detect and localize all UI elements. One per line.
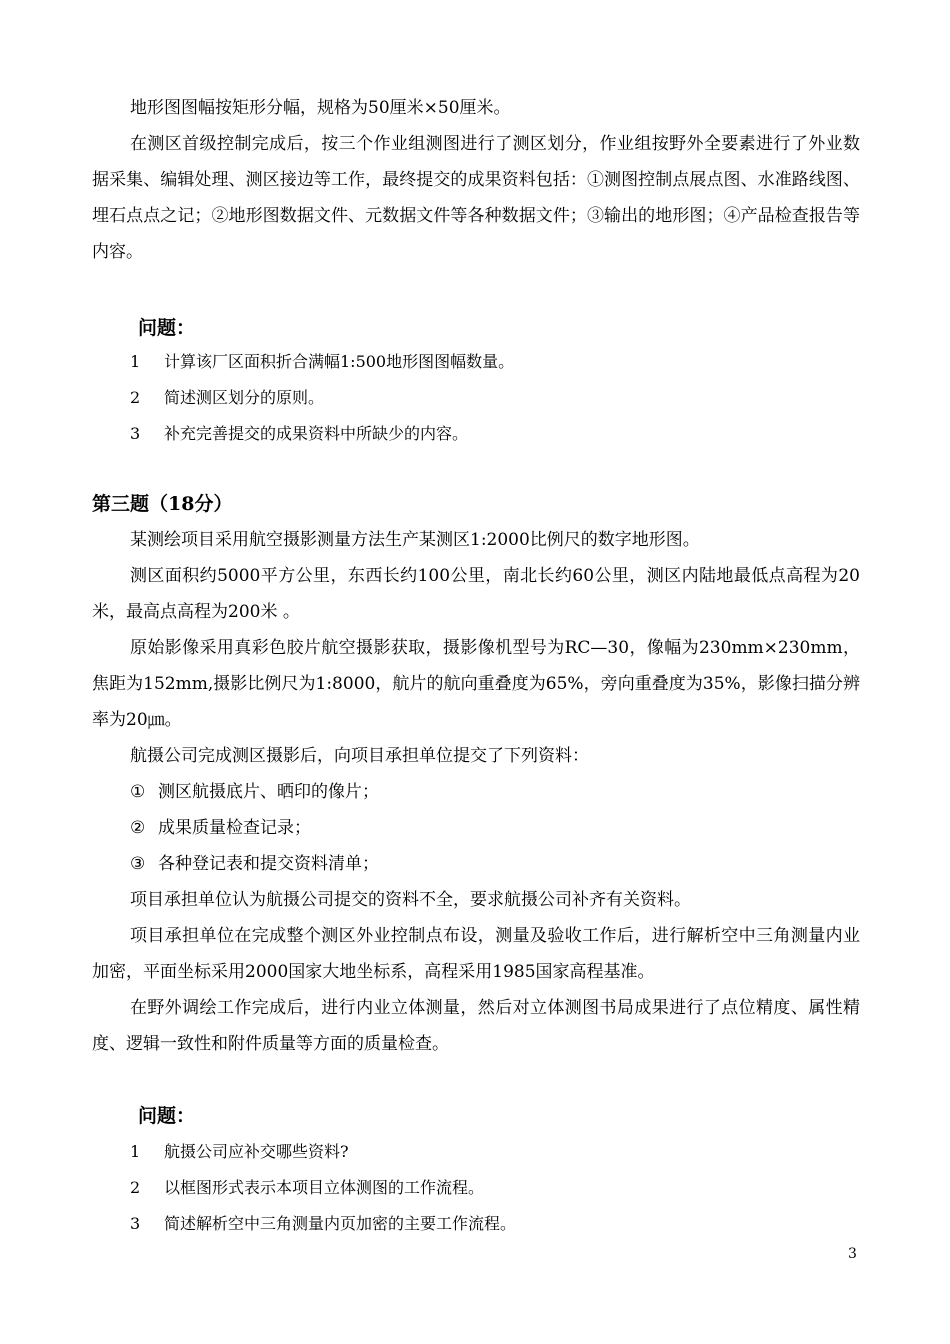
paragraph-control-aerotriangulation: 项目承担单位在完成整个测区外业控制点布设，测量及验收工作后，进行解析空中三角测量内业加密，平面坐标采用2000国家大地坐标系，高程采用1985国家高程基准。	[92, 926, 860, 982]
question-text: 补充完善提交的成果资料中所缺少的内容。	[164, 424, 469, 443]
list-text: 成果质量检查记录；	[158, 818, 311, 838]
question-text: 计算该厂区面积折合满幅1:500地形图图幅数量。	[164, 352, 515, 371]
question-text: 简述解析空中三角测量内页加密的主要工作流程。	[164, 1214, 517, 1233]
question-text: 航摄公司应补交哪些资料?	[164, 1142, 349, 1161]
question-item	[130, 344, 514, 380]
paragraph-incomplete-materials: 项目承担单位认为航摄公司提交的资料不全，要求航摄公司补齐有关资料。	[130, 890, 691, 910]
list-marker: ②	[130, 818, 146, 838]
list-marker: ①	[130, 782, 146, 802]
list-item	[130, 846, 379, 882]
paragraph-sheet-spec: 地形图图幅按矩形分幅，规格为50厘米×50厘米。	[130, 98, 511, 118]
list-item	[130, 774, 379, 810]
paragraph-survey-area: 测区面积约5000平方公里，东西长约100公里，南北长约60公里，测区内陆地最低点高程为20米，最高点高程为200米 。	[92, 566, 860, 622]
paragraph-camera-params: 原始影像采用真彩色胶片航空摄影获取，摄影像机型号为RC—30，像幅为230mm×230mm，焦距为152mm,摄影比例尺为1:8000，航片的航向重叠度为65%，旁向重叠度为35%，影像扫描分辨率为20㎛。	[92, 638, 860, 730]
question-item	[130, 380, 324, 416]
paragraph-project-intro: 某测绘项目采用航空摄影测量方法生产某测区1:2000比例尺的数字地形图。	[130, 530, 700, 550]
section-title-question-3: 第三题（18分）	[92, 493, 233, 515]
paragraph-quality-check: 在野外调绘工作完成后，进行内业立体测量，然后对立体测图书局成果进行了点位精度、属性精度、逻辑一致性和附件质量等方面的质量检查。	[92, 998, 860, 1054]
list-text: 各种登记表和提交资料清单；	[158, 854, 379, 874]
question-number: 2	[130, 388, 141, 407]
list-item	[130, 810, 311, 846]
question-item	[130, 1170, 484, 1206]
question-number: 3	[130, 1214, 141, 1233]
question-item	[130, 1206, 516, 1242]
question-number: 3	[130, 424, 141, 443]
questions-heading-2: 问题：	[138, 1105, 196, 1127]
question-item	[130, 416, 468, 452]
question-number: 2	[130, 1178, 141, 1197]
questions-heading-1: 问题：	[138, 317, 196, 339]
list-text: 测区航摄底片、晒印的像片；	[158, 782, 379, 802]
page-number: 3	[848, 1246, 857, 1262]
question-item	[130, 1134, 349, 1170]
list-marker: ③	[130, 854, 146, 874]
question-number: 1	[130, 1142, 141, 1161]
paragraph-submitted-materials: 航摄公司完成测区摄影后，向项目承担单位提交了下列资料：	[130, 746, 589, 766]
paragraph-area-division: 在测区首级控制完成后，按三个作业组测图进行了测区划分，作业组按野外全要素进行了外业数据采集、编辑处理、测区接边等工作，最终提交的成果资料包括：①测图控制点展点图、水准路线图、埋石点点之记；②地形图数据文件、元数据文件等各种数据文件；③输出的地形图；④产品检查报告等内容。	[92, 134, 860, 262]
question-text: 简述测区划分的原则。	[164, 388, 325, 407]
question-number: 1	[130, 352, 141, 371]
question-text: 以框图形式表示本项目立体测图的工作流程。	[164, 1178, 485, 1197]
